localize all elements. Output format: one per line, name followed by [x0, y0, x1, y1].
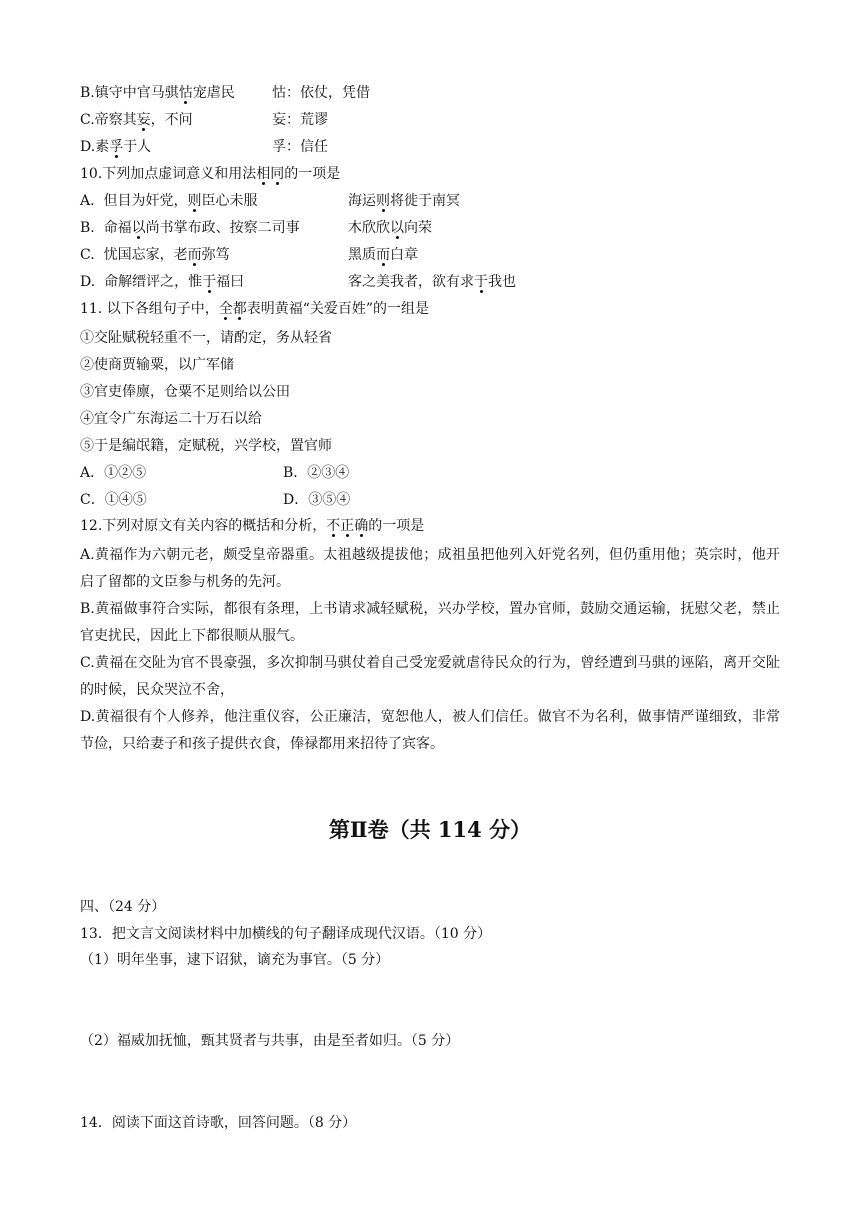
q10-option-b: B. 命福以尚书掌布政、按察二司事 — [80, 220, 300, 236]
q11-choice-a: A．①②⑤ — [80, 465, 147, 481]
q12-option-d: D.黄福很有个人修养，他注重仪容，公正廉洁，宽恕他人，被人们信任。做官不为名利，做事情严谨细致，非常节俭，只给妻子和孩子提供衣食，俸禄都用来招待了宾客。 — [80, 709, 780, 752]
q13-part-1: （1）明年坐事，逮下诏狱，谪充为事官。（5 分） — [80, 952, 390, 968]
q10-stem: 10.下列加点虚词意义和用法相同的一项是 — [80, 166, 341, 182]
q10-option-b-second: 木欣欣以向荣 — [348, 220, 432, 236]
q11-item-1: ①交阯赋税轻重不一，请酌定，务从轻省 — [80, 330, 332, 346]
q12-option-c: C.黄福在交阯为官不畏豪强，多次抑制马骐仗着自己受宠爱就虐待民众的行为，曾经遭到马骐的诬陷，离开交阯的时候，民众哭泣不舍， — [80, 655, 780, 698]
q11-item-3: ③官吏俸廪，仓粟不足则给以公田 — [80, 384, 290, 400]
section-four-heading: 四、（24 分） — [80, 899, 166, 915]
q10-option-a: A. 但目为奸党，则臣心未服 — [80, 193, 258, 209]
q11-item-2: ②使商贾输粟，以广军储 — [80, 357, 234, 373]
q9-option-d-gloss: 孚：信任 — [272, 139, 328, 155]
q10-option-d: D. 命解缙评之，惟于福曰 — [80, 274, 245, 290]
q9-option-d: D.素孚于人 — [80, 139, 152, 155]
q12-stem: 12.下列对原文有关内容的概括和分析，不正确的一项是 — [80, 518, 425, 534]
q11-choice-b: B．②③④ — [283, 465, 350, 481]
q9-option-b: B.镇守中官马骐怙宠虐民 — [80, 85, 235, 101]
part-two-title: 第Ⅱ卷（共 114 分） — [328, 817, 532, 842]
q9-option-c-gloss: 妄：荒谬 — [272, 112, 328, 128]
q11-item-4: ④宜令广东海运二十万石以给 — [80, 411, 262, 427]
q10-option-a-second: 海运则将徙于南冥 — [348, 193, 460, 209]
q13-part-2: （2）福威加抚恤，甄其贤者与共事，由是至者如归。（5 分） — [80, 1033, 460, 1049]
q12-option-b: B.黄福做事符合实际，都很有条理，上书请求减轻赋税，兴办学校，置办官师，鼓励交通运输，抚慰父老，禁止官吏扰民，因此上下都很顺从服气。 — [80, 601, 780, 644]
q10-option-c-second: 黑质而白章 — [348, 247, 418, 263]
q11-choice-d: D．③⑤④ — [283, 492, 351, 508]
q12-option-a: A.黄福作为六朝元老，颇受皇帝器重。太祖越级提拔他；成祖虽把他列入奸党名列，但仍重用他；英宗时，他开启了留都的文臣参与机务的先河。 — [80, 547, 780, 590]
q13-stem: 13．把文言文阅读材料中加横线的句子翻译成现代汉语。（10 分） — [80, 926, 492, 942]
q10-option-c: C. 忧国忘家，老而弥笃 — [80, 247, 230, 263]
q9-option-c: C.帝察其妄，不问 — [80, 112, 193, 128]
q11-choice-c: C．①④⑤ — [80, 492, 147, 508]
q11-item-5: ⑤于是编氓籍，定赋税，兴学校，置官师 — [80, 438, 332, 454]
q14-stem: 14．阅读下面这首诗歌，回答问题。（8 分） — [80, 1115, 357, 1131]
q11-stem: 11. 以下各组句子中，全都表明黄福“关爱百姓”的一组是 — [80, 301, 430, 317]
q9-option-b-gloss: 怙：依仗，凭借 — [272, 85, 370, 101]
q10-option-d-second: 客之美我者，欲有求于我也 — [348, 274, 516, 290]
